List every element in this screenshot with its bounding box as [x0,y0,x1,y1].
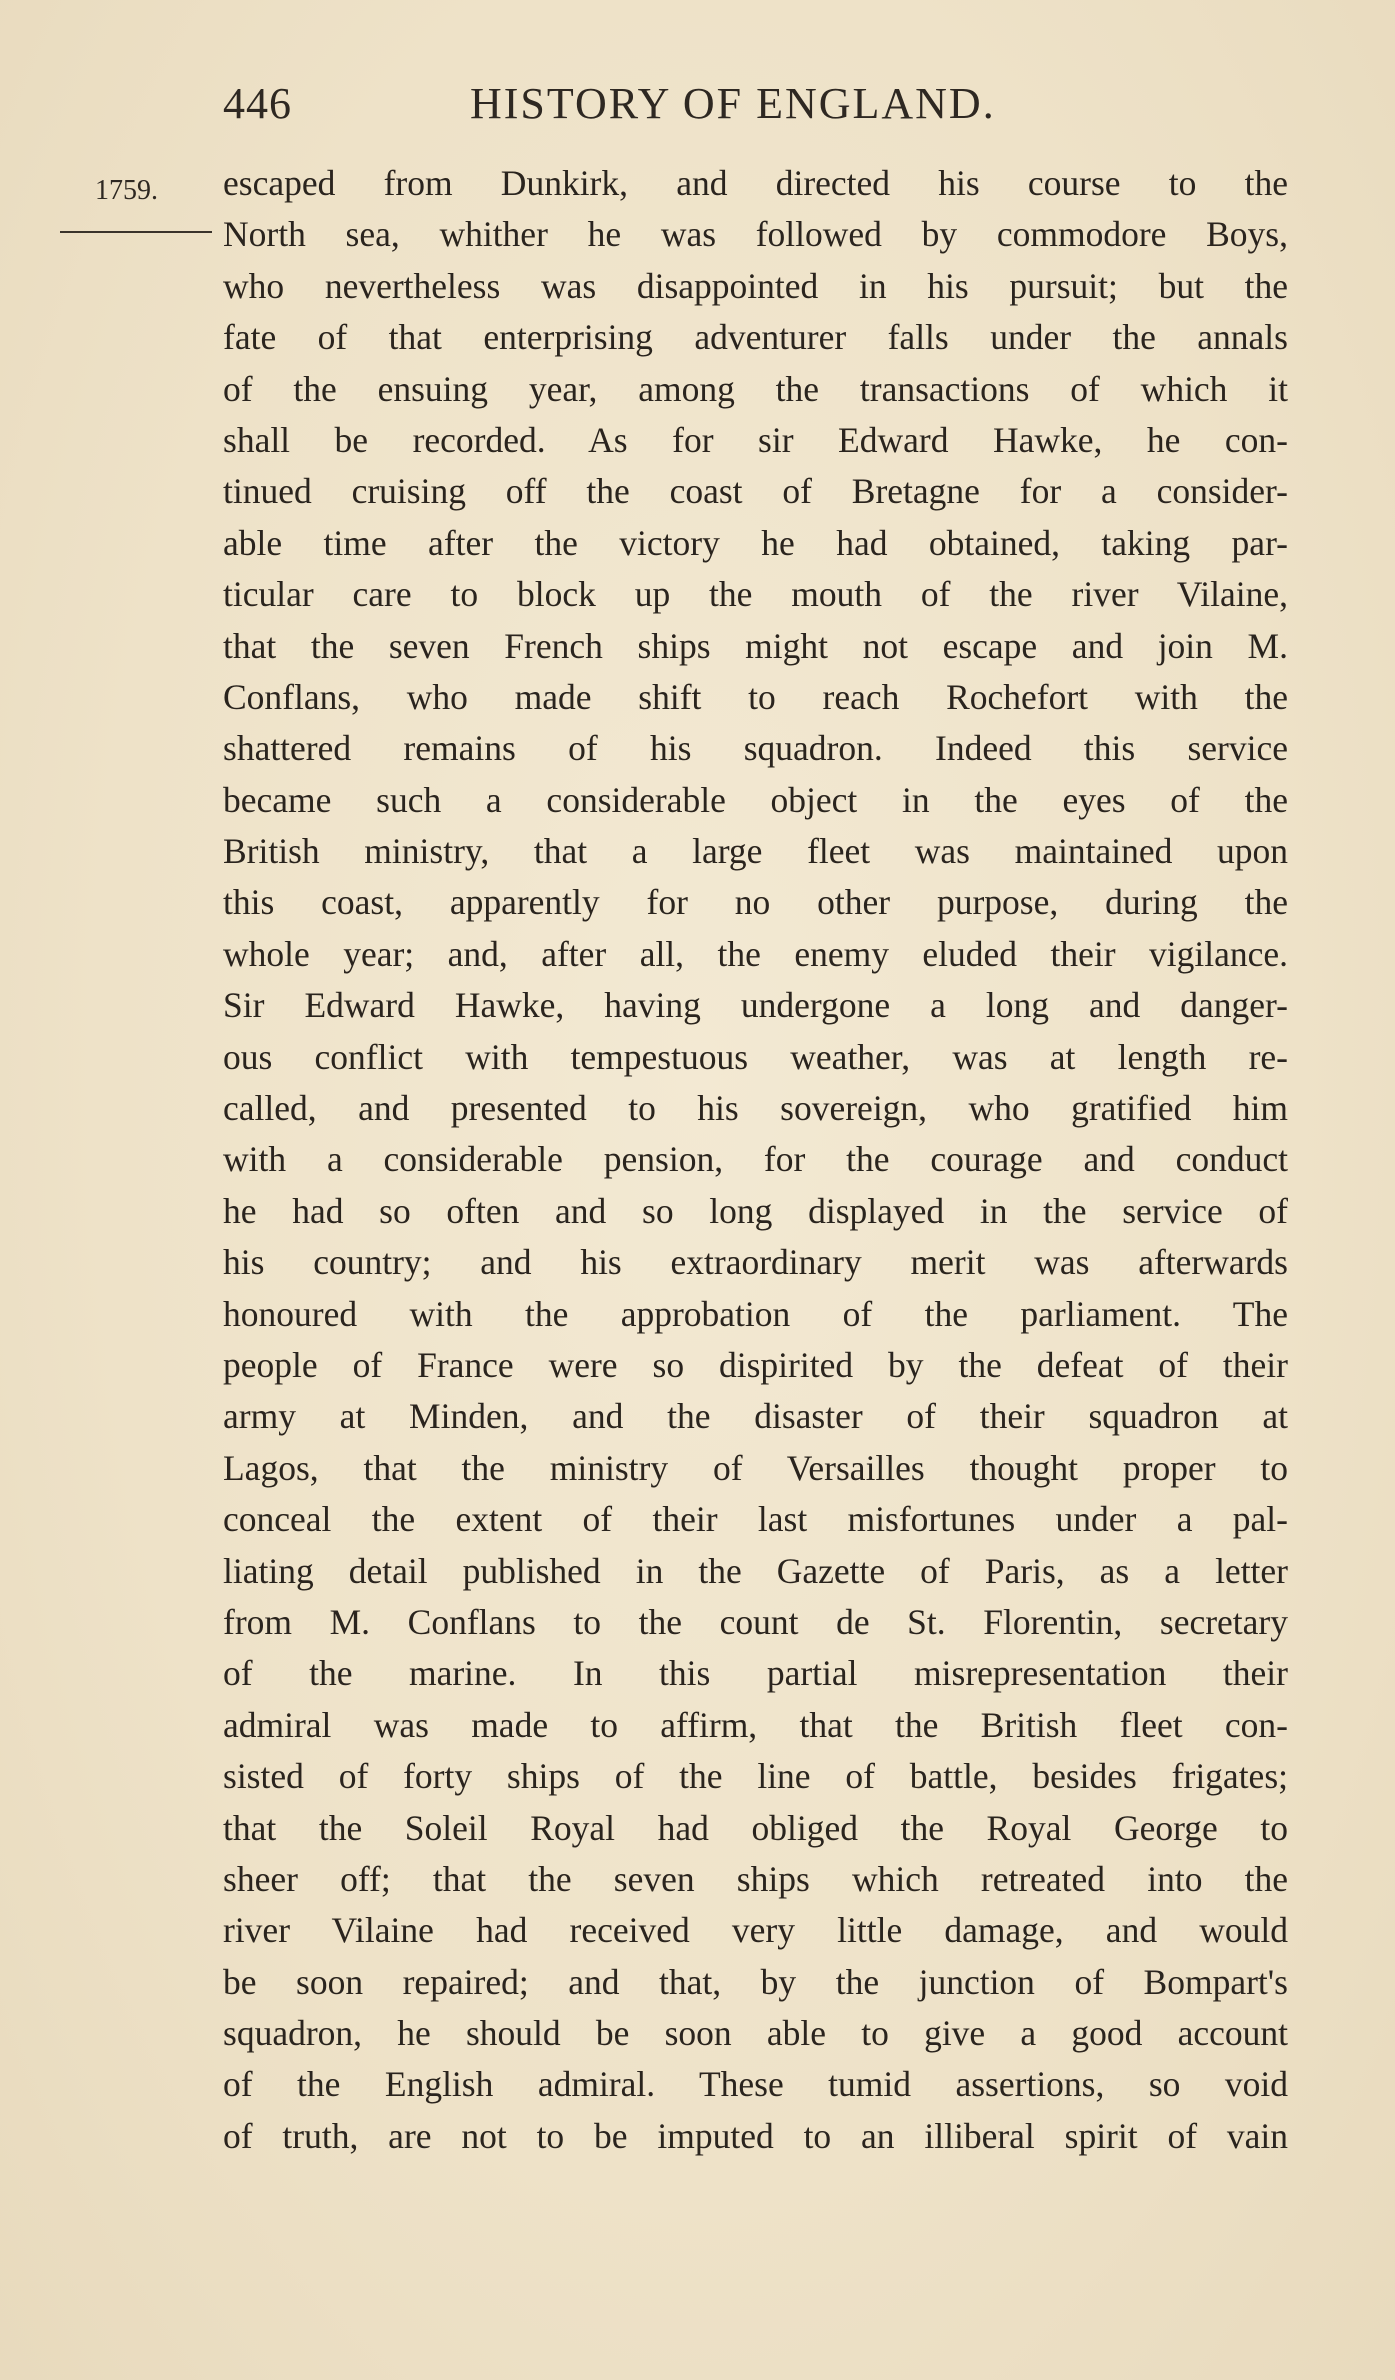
text-line: river Vilaine had received very little damage, and would [223,1910,1288,1951]
text-line: whole year; and, after all, the enemy eluded their vigilance. [223,933,1288,974]
text-line: ous conflict with tempestuous weather, was at length re- [223,1036,1288,1077]
text-line: fate of that enterprising adventurer falls under the annals [223,317,1288,358]
text-line: sheer off; that the seven ships which retreated into the [223,1858,1288,1899]
running-title: HISTORY OF ENGLAND. [470,79,996,128]
text-line: of truth, are not to be imputed to an illiberal spirit of vain [223,2115,1288,2156]
text-line: British ministry, that a large fleet was maintained upon [223,831,1288,872]
text-line: from M. Conflans to the count de St. Florentin, secretary [223,1601,1288,1642]
text-line: who nevertheless was disappointed in his pursuit; but the [223,265,1288,306]
text-line: able time after the victory he had obtained, taking par- [223,522,1288,563]
text-line: of the marine. In this partial misrepresentation their [223,1653,1288,1694]
text-line: shall be recorded. As for sir Edward Hawke, he con- [223,419,1288,460]
text-line: admiral was made to affirm, that the British fleet con- [223,1704,1288,1745]
text-line: with a considerable pension, for the courage and conduct [223,1139,1288,1180]
text-line: escaped from Dunkirk, and directed his course to the [223,163,1288,203]
text-line: sisted of forty ships of the line of battle, besides frigates; [223,1756,1288,1797]
text-line: conceal the extent of their last misfortunes under a pal- [223,1499,1288,1540]
text-line: tinued cruising off the coast of Bretagne for a consider- [223,471,1288,512]
text-line: North sea, whither he was followed by commodore Boys, [223,214,1288,255]
text-line: honoured with the approbation of the parliament. The [223,1293,1288,1334]
text-line: became such a considerable object in the eyes of the [223,779,1288,820]
text-line: shattered remains of his squadron. Indeed this service [223,728,1288,769]
text-line: ticular care to block up the mouth of the river Vilaine, [223,574,1288,615]
text-line: Lagos, that the ministry of Versailles thought proper to [223,1447,1288,1488]
body-text [223,158,1288,2162]
text-line: that the seven French ships might not escape and join M. [223,625,1288,666]
text-line: be soon repaired; and that, by the junction of Bompart's [223,1961,1288,2002]
margin-rule [60,231,212,233]
page-header [0,78,1395,138]
text-line: called, and presented to his sovereign, who gratified him [223,1088,1288,1129]
text-line: of the ensuing year, among the transactions of which it [223,368,1288,409]
text-line: his country; and his extraordinary merit was afterwards [223,1242,1288,1283]
text-line: squadron, he should be soon able to give a good account [223,2013,1288,2054]
text-line: of the English admiral. These tumid assertions, so void [223,2064,1288,2105]
margin-year-note: 1759. [95,175,158,206]
text-line: Sir Edward Hawke, having undergone a long and danger- [223,985,1288,1026]
text-line: this coast, apparently for no other purpose, during the [223,882,1288,923]
text-line: Conflans, who made shift to reach Rochefort with the [223,676,1288,717]
text-line: army at Minden, and the disaster of their squadron at [223,1396,1288,1437]
text-line: that the Soleil Royal had obliged the Royal George to [223,1807,1288,1848]
text-line: liating detail published in the Gazette of Paris, as a letter [223,1550,1288,1591]
page-number: 446 [223,79,292,128]
text-line: people of France were so dispirited by the defeat of their [223,1344,1288,1385]
text-line: he had so often and so long displayed in the service of [223,1190,1288,1231]
